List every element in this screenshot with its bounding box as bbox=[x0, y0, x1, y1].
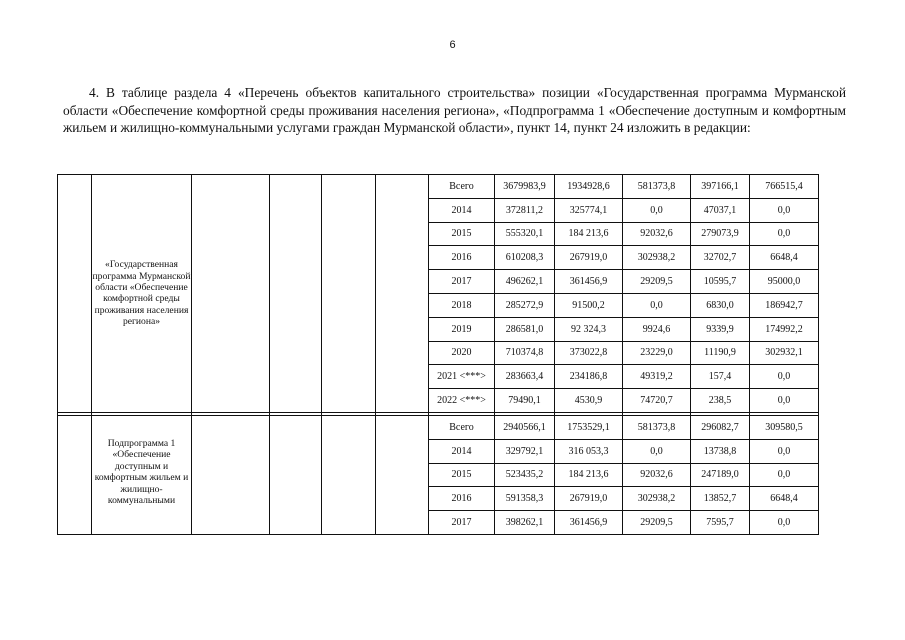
amount-cell: 0,0 bbox=[623, 198, 691, 222]
amount-cell: 11190,9 bbox=[691, 341, 750, 365]
amount-cell: 398262,1 bbox=[495, 511, 555, 535]
amount-cell: 74720,7 bbox=[623, 389, 691, 413]
amount-cell: 6830,0 bbox=[691, 293, 750, 317]
period-cell: Всего bbox=[429, 175, 495, 199]
amount-cell: 157,4 bbox=[691, 365, 750, 389]
program-name-cell: Подпрограмма 1 «Обеспечение доступным и комфортным жильем и жилищно-коммунальными bbox=[92, 415, 192, 534]
amount-cell: 92 324,3 bbox=[555, 317, 623, 341]
page-number: 6 bbox=[449, 39, 456, 51]
table-body bbox=[58, 175, 819, 535]
period-cell: 2020 bbox=[429, 341, 495, 365]
empty-attribute-cell bbox=[376, 175, 429, 413]
amount-cell: 174992,2 bbox=[750, 317, 819, 341]
amount-cell: 309580,5 bbox=[750, 415, 819, 439]
amount-cell: 47037,1 bbox=[691, 198, 750, 222]
amount-cell: 247189,0 bbox=[691, 463, 750, 487]
amount-cell: 3679983,9 bbox=[495, 175, 555, 199]
period-cell: 2016 bbox=[429, 487, 495, 511]
amount-cell: 0,0 bbox=[750, 463, 819, 487]
empty-attribute-cell bbox=[270, 175, 322, 413]
empty-attribute-cell bbox=[376, 415, 429, 534]
amount-cell: 91500,2 bbox=[555, 293, 623, 317]
table-row bbox=[58, 415, 819, 439]
amount-cell: 9339,9 bbox=[691, 317, 750, 341]
amendment-paragraph: 4. В таблице раздела 4 «Перечень объектов капитального строительства» позиции «Государственная программа Мурманской области «Обеспечение комфортной среды проживания населения региона», «Подпрограмма 1 «Обеспечение доступным и комфортным жильем и жилищно-коммунальными услугами граждан Мурманской области», пункт 14, пункт 24 изложить в редакции: bbox=[63, 85, 846, 135]
amount-cell: 184 213,6 bbox=[555, 463, 623, 487]
period-cell: Всего bbox=[429, 415, 495, 439]
amount-cell: 234186,8 bbox=[555, 365, 623, 389]
amount-cell: 13852,7 bbox=[691, 487, 750, 511]
amount-cell: 1934928,6 bbox=[555, 175, 623, 199]
empty-attribute-cell bbox=[192, 175, 270, 413]
empty-attribute-cell bbox=[192, 415, 270, 534]
period-cell: 2015 bbox=[429, 463, 495, 487]
amount-cell: 238,5 bbox=[691, 389, 750, 413]
amount-cell: 0,0 bbox=[623, 439, 691, 463]
amount-cell: 286581,0 bbox=[495, 317, 555, 341]
amount-cell: 2940566,1 bbox=[495, 415, 555, 439]
period-cell: 2017 bbox=[429, 511, 495, 535]
amount-cell: 766515,4 bbox=[750, 175, 819, 199]
period-cell: 2022 <***> bbox=[429, 389, 495, 413]
amount-cell: 92032,6 bbox=[623, 463, 691, 487]
amount-cell: 0,0 bbox=[623, 293, 691, 317]
amount-cell: 523435,2 bbox=[495, 463, 555, 487]
amount-cell: 316 053,3 bbox=[555, 439, 623, 463]
empty-attribute-cell bbox=[270, 415, 322, 534]
table-row bbox=[58, 175, 819, 199]
amount-cell: 555320,1 bbox=[495, 222, 555, 246]
amount-cell: 184 213,6 bbox=[555, 222, 623, 246]
amount-cell: 361456,9 bbox=[555, 511, 623, 535]
amount-cell: 23229,0 bbox=[623, 341, 691, 365]
amount-cell: 279073,9 bbox=[691, 222, 750, 246]
amount-cell: 267919,0 bbox=[555, 246, 623, 270]
amount-cell: 302938,2 bbox=[623, 487, 691, 511]
amount-cell: 283663,4 bbox=[495, 365, 555, 389]
period-cell: 2014 bbox=[429, 439, 495, 463]
amount-cell: 373022,8 bbox=[555, 341, 623, 365]
amount-cell: 302938,2 bbox=[623, 246, 691, 270]
amount-cell: 0,0 bbox=[750, 439, 819, 463]
period-cell: 2016 bbox=[429, 246, 495, 270]
amount-cell: 13738,8 bbox=[691, 439, 750, 463]
amount-cell: 302932,1 bbox=[750, 341, 819, 365]
empty-attribute-cell bbox=[322, 415, 376, 534]
amount-cell: 49319,2 bbox=[623, 365, 691, 389]
amount-cell: 32702,7 bbox=[691, 246, 750, 270]
amount-cell: 710374,8 bbox=[495, 341, 555, 365]
row-number-cell bbox=[58, 175, 92, 413]
amount-cell: 496262,1 bbox=[495, 270, 555, 294]
period-cell: 2018 bbox=[429, 293, 495, 317]
amount-cell: 79490,1 bbox=[495, 389, 555, 413]
period-cell: 2015 bbox=[429, 222, 495, 246]
amount-cell: 329792,1 bbox=[495, 439, 555, 463]
amount-cell: 186942,7 bbox=[750, 293, 819, 317]
amount-cell: 0,0 bbox=[750, 198, 819, 222]
amount-cell: 591358,3 bbox=[495, 487, 555, 511]
period-cell: 2021 <***> bbox=[429, 365, 495, 389]
program-name-cell: «Государственная программа Мурманской области «Обеспечение комфортной среды проживания населения региона» bbox=[92, 175, 192, 413]
amount-cell: 7595,7 bbox=[691, 511, 750, 535]
amount-cell: 296082,7 bbox=[691, 415, 750, 439]
period-cell: 2019 bbox=[429, 317, 495, 341]
amount-cell: 361456,9 bbox=[555, 270, 623, 294]
amount-cell: 372811,2 bbox=[495, 198, 555, 222]
amount-cell: 1753529,1 bbox=[555, 415, 623, 439]
amount-cell: 267919,0 bbox=[555, 487, 623, 511]
amount-cell: 6648,4 bbox=[750, 246, 819, 270]
amount-cell: 29209,5 bbox=[623, 270, 691, 294]
amount-cell: 95000,0 bbox=[750, 270, 819, 294]
amount-cell: 0,0 bbox=[750, 389, 819, 413]
capital-construction-table bbox=[57, 174, 819, 535]
period-cell: 2014 bbox=[429, 198, 495, 222]
period-cell: 2017 bbox=[429, 270, 495, 294]
amount-cell: 581373,8 bbox=[623, 175, 691, 199]
amount-cell: 6648,4 bbox=[750, 487, 819, 511]
row-number-cell bbox=[58, 415, 92, 534]
amount-cell: 92032,6 bbox=[623, 222, 691, 246]
amount-cell: 10595,7 bbox=[691, 270, 750, 294]
amount-cell: 0,0 bbox=[750, 222, 819, 246]
amount-cell: 4530,9 bbox=[555, 389, 623, 413]
amount-cell: 0,0 bbox=[750, 365, 819, 389]
amount-cell: 29209,5 bbox=[623, 511, 691, 535]
amount-cell: 285272,9 bbox=[495, 293, 555, 317]
empty-attribute-cell bbox=[322, 175, 376, 413]
amount-cell: 397166,1 bbox=[691, 175, 750, 199]
amount-cell: 0,0 bbox=[750, 511, 819, 535]
amount-cell: 581373,8 bbox=[623, 415, 691, 439]
amount-cell: 610208,3 bbox=[495, 246, 555, 270]
amount-cell: 325774,1 bbox=[555, 198, 623, 222]
amount-cell: 9924,6 bbox=[623, 317, 691, 341]
